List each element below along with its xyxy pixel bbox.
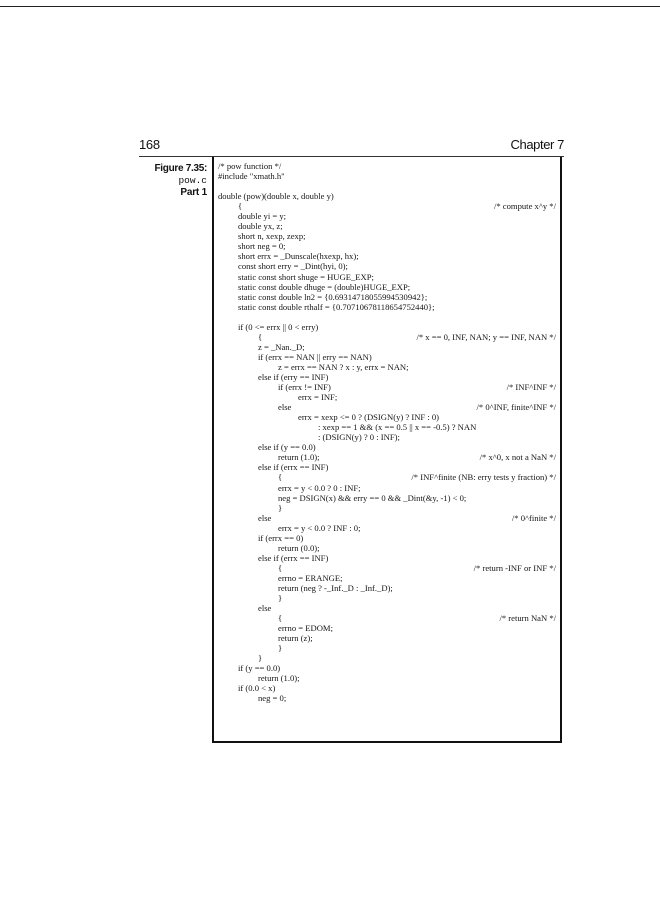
code-line (218, 503, 556, 513)
code-text: { (278, 562, 283, 573)
code-comment: /* INF^INF */ (506, 382, 556, 393)
code-text: static const double dhuge = (double)HUGE_EXP; (238, 281, 411, 292)
code-text: errno = EDOM; (278, 623, 333, 634)
code-line (218, 231, 556, 241)
code-line (218, 392, 556, 402)
code-text: } (258, 653, 263, 664)
code-line (218, 201, 556, 211)
code-line (218, 493, 556, 503)
code-text: return (1.0); (258, 673, 300, 684)
code-line (218, 211, 556, 221)
code-comment: /* 0^finite */ (511, 512, 556, 523)
code-text: short errx = _Dunscale(hxexp, hx); (238, 251, 359, 262)
code-text: static const double ln2 = {0.69314718055994530942}; (238, 291, 428, 302)
page-number: 168 (139, 137, 160, 152)
code-text: neg = 0; (258, 693, 287, 704)
code-line (218, 272, 556, 282)
code-text: if (y == 0.0) (238, 663, 281, 674)
code-line (218, 693, 556, 703)
code-text: z = _Nan._D; (258, 341, 305, 352)
code-line (218, 332, 556, 342)
code-text: else if (errx == INF) (258, 462, 329, 473)
code-text: else if (y == 0.0) (258, 442, 316, 453)
code-text: { (278, 613, 283, 624)
code-text: return (1.0); (278, 452, 320, 463)
code-line (218, 643, 556, 653)
code-comment: /* compute x^y */ (493, 201, 556, 212)
code-text: : (DSIGN(y) ? 0 : INF); (318, 432, 400, 443)
code-line (218, 683, 556, 693)
code-line (218, 452, 556, 462)
code-line (218, 261, 556, 271)
code-text: static const short shuge = HUGE_EXP; (238, 271, 374, 282)
code-text: errx = xexp <= 0 ? (DSIGN(y) ? INF : 0) (298, 412, 440, 423)
code-listing-box (212, 157, 562, 743)
figure-label: Figure 7.35: (154, 163, 207, 174)
code-text: else (258, 512, 272, 523)
code-text: errx = y < 0.0 ? 0 : INF; (278, 482, 361, 493)
code-text: if (errx != INF) (278, 382, 331, 393)
code-text: else (258, 603, 272, 614)
code-text: neg = DSIGN(x) && erry == 0 && _Dint(&y, -1) < 0; (278, 492, 467, 503)
code-text: const short erry = _Dint(hyi, 0); (238, 261, 348, 272)
code-line (218, 472, 556, 482)
code-line (218, 282, 556, 292)
code-comment: /* x == 0, INF, NAN; y == INF, NAN */ (416, 331, 556, 342)
code-text: } (278, 643, 283, 654)
code-line (218, 191, 556, 201)
code-line (218, 181, 556, 191)
code-line (218, 663, 556, 673)
code-line (218, 623, 556, 633)
code-comment: /* return -INF or INF */ (473, 562, 556, 573)
code-line (218, 382, 556, 392)
code-line (218, 523, 556, 533)
code-comment: /* return NaN */ (499, 613, 556, 624)
code-text: return (z); (278, 633, 313, 644)
code-line (218, 563, 556, 573)
code-line (218, 171, 556, 181)
figure-part: Part 1 (180, 187, 207, 198)
code-line (218, 633, 556, 643)
figure-file: pow.c (178, 175, 207, 186)
code-text: z = errx == NAN ? x : y, errx = NAN; (278, 361, 409, 372)
code-text: return (neg ? -_Inf._D : _Inf._D); (278, 582, 393, 593)
code-line (218, 412, 556, 422)
code-text: else if (errx == INF) (258, 552, 329, 563)
code-line (218, 513, 556, 523)
code-line (218, 442, 556, 452)
code-line (218, 613, 556, 623)
code-line (218, 483, 556, 493)
code-line (218, 533, 556, 543)
code-text: else (278, 402, 292, 413)
code-line (218, 653, 556, 663)
code-text: { (278, 472, 283, 483)
code-text: short neg = 0; (238, 241, 286, 252)
code-line (218, 673, 556, 683)
code-line (218, 161, 556, 171)
code-line (218, 603, 556, 613)
code-text: static const double rthalf = {0.70710678118654752440}; (238, 301, 435, 312)
code-line (218, 352, 556, 362)
code-comment: /* x^0, x not a NaN */ (479, 452, 556, 463)
code-line (218, 553, 556, 563)
code-text: if (errx == NAN || erry == NAN) (258, 351, 372, 362)
figure-caption (100, 163, 207, 199)
code-line (218, 462, 556, 472)
code-text: { (258, 331, 263, 342)
chapter-title: Chapter 7 (510, 137, 564, 152)
code-text: : xexp == 1 && (x == 0.5 || x == -0.5) ? NAN (318, 422, 477, 433)
code-line (218, 292, 556, 302)
code-text: errx = y < 0.0 ? INF : 0; (278, 522, 361, 533)
code-text: if (errx == 0) (258, 532, 304, 543)
code-line (218, 302, 556, 312)
code-text: } (278, 502, 283, 513)
code-text: errx = INF; (298, 392, 338, 403)
code-text: errno = ERANGE; (278, 572, 343, 583)
code-listing (218, 161, 556, 704)
code-text: return (0.0); (278, 542, 320, 553)
code-line (218, 402, 556, 412)
code-line (218, 372, 556, 382)
code-text: short n, xexp, zexp; (238, 231, 306, 242)
code-line (218, 583, 556, 593)
code-line (218, 422, 556, 432)
code-text: #include "xmath.h" (218, 171, 285, 182)
code-text: if (0 <= errx || 0 < erry) (238, 321, 319, 332)
code-text: double (pow)(double x, double y) (218, 191, 334, 202)
code-text: if (0.0 < x) (238, 683, 276, 694)
code-line (218, 221, 556, 231)
code-line (218, 241, 556, 251)
code-line (218, 573, 556, 583)
code-line (218, 312, 556, 322)
code-text: else if (erry == INF) (258, 371, 329, 382)
code-text: /* pow function */ (218, 161, 282, 171)
code-text: { (238, 201, 243, 212)
top-rule (0, 6, 660, 7)
code-comment: /* INF^finite (NB: erry tests y fraction) */ (411, 472, 556, 483)
code-line (218, 322, 556, 332)
code-line (218, 593, 556, 603)
code-comment: /* 0^INF, finite^INF */ (476, 402, 556, 413)
code-text: } (278, 593, 283, 604)
code-line (218, 362, 556, 372)
code-line (218, 432, 556, 442)
code-line (218, 543, 556, 553)
code-line (218, 342, 556, 352)
code-text: double yx, z; (238, 221, 283, 232)
code-text: double yi = y; (238, 211, 287, 222)
code-line (218, 251, 556, 261)
